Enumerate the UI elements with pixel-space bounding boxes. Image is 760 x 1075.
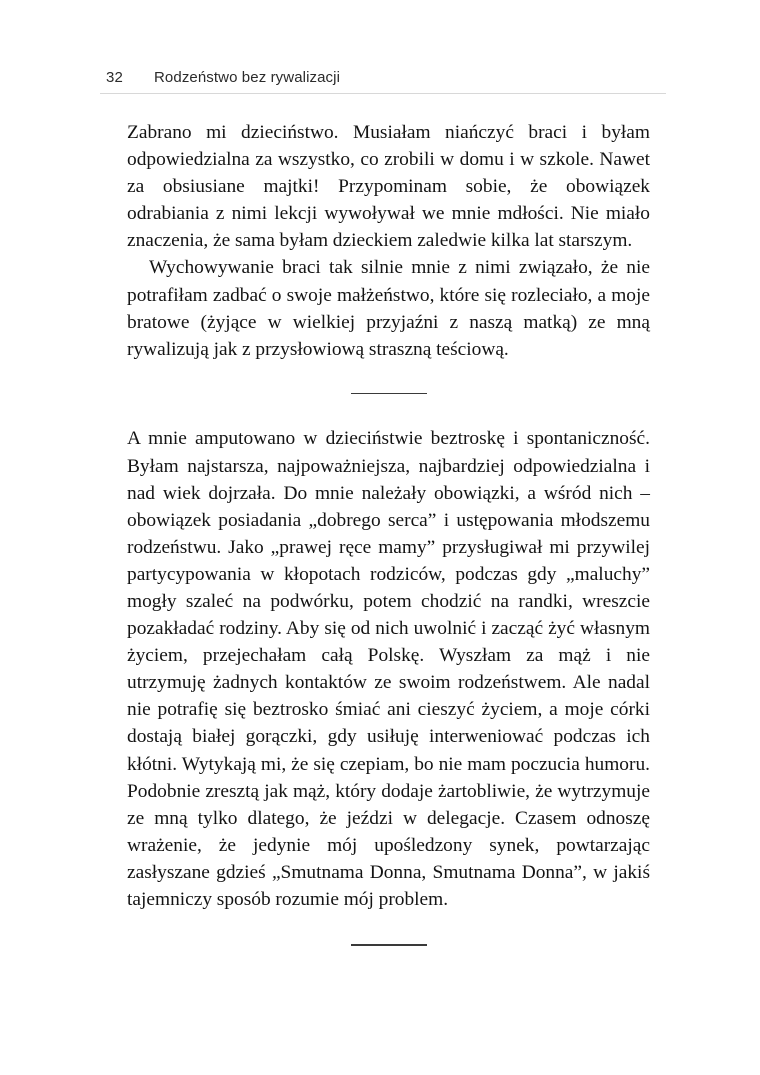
spacer-above-divider-1 xyxy=(127,363,650,393)
body-text-block xyxy=(127,119,650,946)
section-divider-1 xyxy=(351,393,427,395)
running-head-title: Rodzeństwo bez rywalizacji xyxy=(154,69,341,86)
page-number: 32 xyxy=(106,69,124,86)
paragraph-1: Zabrano mi dzieciństwo. Musiałam niańczyć braci i byłam odpowiedzialna za wszystko, co zrobili w domu i w szkole. Nawet za obsiusiane majtki! Przypominam sobie, że obowiązek odrabiania z nimi lekcji wywoływał we mnie mdłości. Nie miało znaczenia, że sama byłam dzieckiem zaledwie kilka lat starszym. xyxy=(127,122,650,252)
section-divider-2 xyxy=(351,944,427,946)
running-head-rule xyxy=(100,93,666,94)
paragraph-3: A mnie amputowano w dzieciństwie beztroskę i spontaniczność. Byłam najstarsza, najpoważniejsza, najbardziej odpowiedzialna i nad wiek dojrzała. Do mnie należały obowiązki, a wśród nich – obowiązek posiadania „dobrego serca” i ustępowania młodszemu rodzeństwu. Jako „prawej ręce mamy” przysługiwał mi przywilej partycypowania w kłopotach rodziców, podczas gdy „maluchy” mogły szaleć na podwórku, potem chodzić na randki, wreszcie pozakładać rodziny. Aby się od nich uwolnić i zacząć żyć własnym życiem, przejechałam całą Polskę. Wyszłam za mąż i nie utrzymuję żadnych kontaktów ze swoim rodzeństwem. Ale nadal nie potrafię się beztrosko śmiać ani cieszyć życiem, a moje córki dostają białej gorączki, gdy usiłuję interweniować podczas ich kłótni. Wytykają mi, że się czepiam, bo nie mam poczucia humoru. Podobnie zresztą jak mąż, który dodaje żartobliwie, że wytrzymuje ze mną tylko dlatego, że jeździ w delegacje. Czasem odnoszę wrażenie, że jedynie mój upośledzony synek, powtarzając zasłyszane gdzieś „Smutnama Donna, Smutnama Donna”, w jakiś tajemniczy sposób rozumie mój problem. xyxy=(127,428,650,911)
section-divider-2-wrap xyxy=(127,944,650,946)
spacer-above-divider-2 xyxy=(127,913,650,944)
spacer-below-divider-1 xyxy=(127,394,650,425)
running-head xyxy=(106,68,664,92)
paragraph-2: Wychowywanie braci tak silnie mnie z nimi związało, że nie potrafiłam zadbać o swoje małżeństwo, które się rozleciało, a moje bratowe (żyjące w wielkiej przyjaźni z naszą matką) ze mną rywalizują jak z przysłowiową straszną teściową. xyxy=(127,257,650,360)
